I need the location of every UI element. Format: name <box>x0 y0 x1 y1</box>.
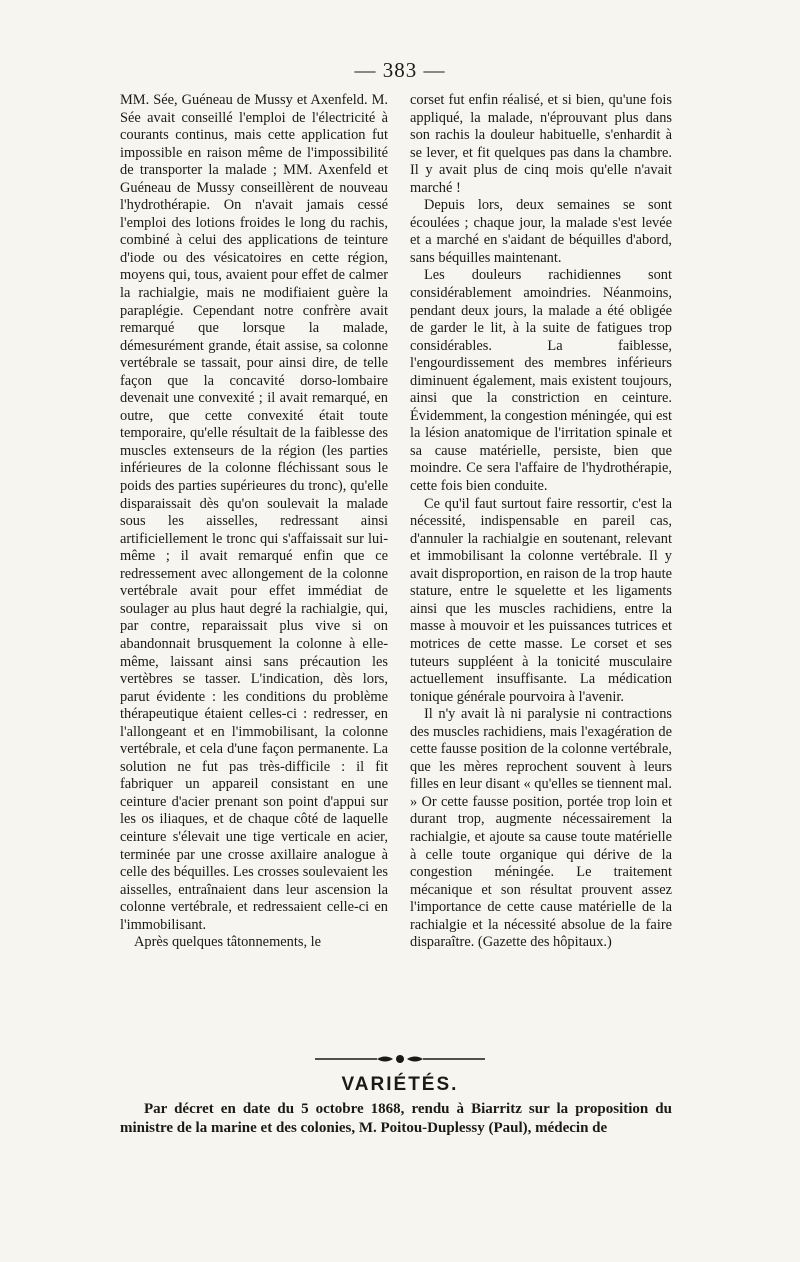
page-number: — 383 — <box>354 58 446 82</box>
right-paragraph-3: Les douleurs rachidiennes sont considérablement amoindries. Néanmoins, pendant deux jours, la malade a été obligée de garder le lit, à la suite de fatigues trop considérables. La faiblesse, l'engourdissement des membres inférieurs diminuent également, mais existent toujours, ainsi que la constriction en ceinture. Évidemment, la congestion méningée, qui est la lésion anatomique de l'irritation spinale et sa cause matérielle, persiste, bien que moindre. Ce sera l'affaire de l'hydrothérapie, cette fois bien conduite. <box>410 267 672 495</box>
left-column <box>120 92 388 952</box>
right-paragraph-5: Il n'y avait là ni paralysie ni contractions des muscles rachidiens, mais l'exagération de cette fausse position de la colonne vertébrale, que les mères reprochent souvent à leurs filles en leur disant « qu'elles se tiennent mal. » Or cette fausse position, portée trop loin et durant trop, augmente nécessairement la rachialgie, et ajoute sa cause toute matérielle à celle toute organique qui dérive de la congestion méningée. Le traitement mécanique et son résultat prouvent assez l'importance de cette cause matérielle de la rachialgie et la nécessité absolue de la faire disparaître. (Gazette des hôpitaux.) <box>410 706 672 951</box>
right-column <box>410 92 672 952</box>
right-paragraph-1: corset fut enfin réalisé, et si bien, qu'une fois appliqué, la malade, n'éprouvant plus dans son rachis la douleur habituelle, s'enhardit à se lever, et fit quelques pas dans la chambre. Il y avait plus de cinq mois qu'elle n'avait marché ! <box>410 92 672 196</box>
bottom-paragraph: Par décret en date du 5 octobre 1868, rendu à Biarritz sur la proposition du ministre de la marine et des colonies, M. Poitou-Duplessy (Paul), médecin de <box>120 1101 672 1136</box>
right-paragraph-4: Ce qu'il faut surtout faire ressortir, c'est la nécessité, indispensable en pareil cas, d'annuler la rachialgie en soutenant, relevant et immobilisant la colonne vertébrale. Il y avait disproportion, en raison de la trop haute stature, entre le squelette et les ligaments ainsi que les muscles rachidiens, entre la masse à mouvoir et les puissances tutrices et motrices de cette masse. Le corset et ses tuteurs suppléent à la tonicité musculaire actuellement insuffisante. La médication tonique générale pourvoira à l'avenir. <box>410 495 672 705</box>
section-title: VARIÉTÉS. <box>341 1074 459 1095</box>
right-paragraph-2: Depuis lors, deux semaines se sont écoulées ; chaque jour, la malade s'est levée et a marché en s'aidant de béquilles d'abord, sans béquilles maintenant. <box>410 197 672 266</box>
left-paragraph-1: MM. Sée, Guéneau de Mussy et Axenfeld. M. Sée avait conseillé l'emploi de l'électricité à courants continus, mais cette application fut impossible en raison même de l'impossibilité de transporter la malade ; MM. Axenfeld et Guéneau de Mussy conseillèrent de nouveau l'hydrothérapie. On n'avait jamais cessé l'emploi des lotions froides le long du rachis, combiné à celui des applications de teinture d'iode ou des vésicatoires en cette région, moyens qui, tous, avaient pour effet de calmer la rachialgie, mais ne modifiaient guère la paraplégie. Cependant notre confrère avait remarqué que lorsque la malade, démesurément grande, était assise, sa colonne vertébrale se tassait, pour ainsi dire, de telle façon que la concavité dorso-lombaire devenait une convexité ; il avait remarqué, en outre, que cette convexité était toute temporaire, qu'elle résultait de la faiblesse des muscles extenseurs de la région (les parties inférieures de la colonne fléchissant sous le poids des parties supérieures du tronc), qu'elle disparaissait dès qu'on soulevait la malade sous les aisselles, redressant ainsi artificiellement le tronc qui s'affaissait sur lui-même ; il avait remarqué enfin que ce redressement avec allongement de la colonne vertébrale avait pour effet immédiat de soulager au plus haut degré la rachialgie, qui, par contre, reparaissait plus vive si on abandonnait brusquement la colonne à elle-même, laissant ainsi sans précaution les vertèbres se tasser. L'indication, dès lors, parut évidente : les conditions du problème thérapeutique étaient celles-ci : redresser, en l'allongeant et en l'immobilisant, la colonne vertébrale, et cela d'une façon permanente. La solution ne fut pas très-difficile : il fit fabriquer un appareil consistant en une ceinture d'acier prenant son point d'appui sur les os iliaques, et de chaque côté de laquelle ceinture s'élevait une tige verticale en acier, terminée par une crosse axillaire analogue à celle des béquilles. Les crosses soulevaient les aisselles, entraînaient dans leur ascension la colonne vertébrale, et redressaient celle-ci en l'immobilisant. <box>120 92 388 933</box>
left-paragraph-2: Après quelques tâtonnements, le <box>134 934 322 951</box>
ornament-divider <box>315 1052 485 1066</box>
